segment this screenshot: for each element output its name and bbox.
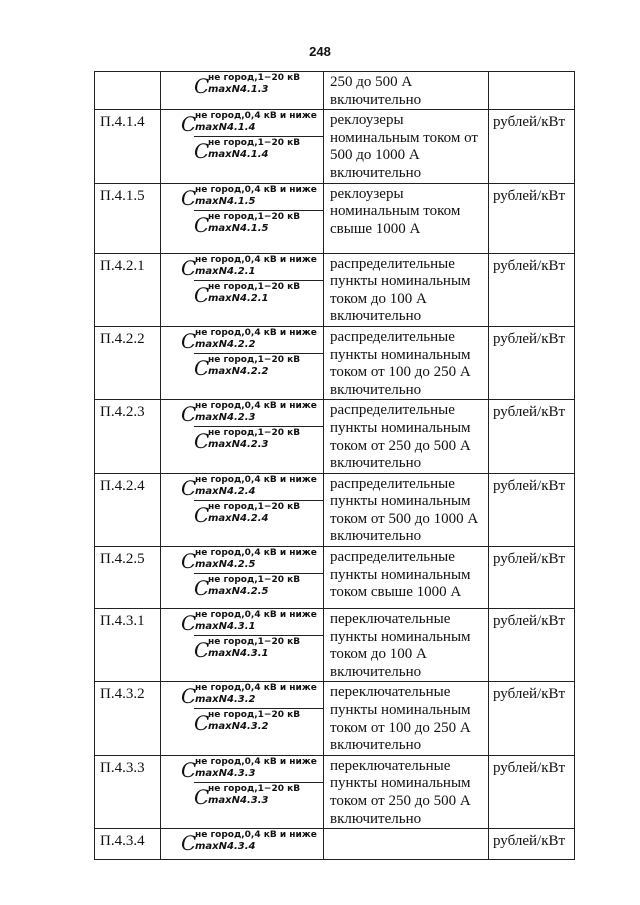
rate-formula (194, 426, 323, 453)
formula-symbol: C (181, 255, 197, 280)
formula-symbol: C (181, 328, 197, 353)
formula-superscript: не город,1−20 кВ (208, 783, 301, 794)
rate-formula (194, 353, 323, 380)
formula-superscript: не город,1−20 кВ (208, 138, 301, 149)
item-code: П.4.2.2 (95, 326, 161, 399)
formula-subscript: maxN4.3.4 (195, 841, 256, 853)
formula-subscript: maxN4.3.1 (195, 621, 256, 633)
table-row (95, 183, 575, 253)
rate-formula (181, 110, 323, 136)
item-code: П.4.3.3 (95, 755, 161, 828)
table-row (95, 682, 575, 755)
formula-symbol: C (181, 757, 197, 782)
formula-subscript: maxN4.2.3 (208, 439, 269, 451)
formula-subscript: maxN4.1.5 (208, 222, 269, 234)
item-code: П.4.3.4 (95, 829, 161, 860)
formula-superscript: не город,0,4 кВ и ниже (195, 111, 317, 122)
formula-subscript: maxN4.3.2 (195, 694, 256, 706)
formula-superscript: не город,1−20 кВ (208, 710, 301, 721)
item-description: переключательные пункты номинальным током до 100 А включительно (324, 609, 489, 682)
table-row (95, 829, 575, 860)
formula-symbol: C (181, 831, 197, 856)
table-row (95, 755, 575, 828)
item-code: П.4.3.1 (95, 609, 161, 682)
formula-symbol: C (181, 475, 197, 500)
item-description: распределительные пункты номинальным током до 100 А включительно (324, 253, 489, 326)
formula-subscript: maxN4.2.5 (208, 586, 269, 598)
rate-formula (181, 327, 323, 353)
formula-subscript: maxN4.3.2 (208, 721, 269, 733)
rate-formula (194, 500, 323, 527)
formula-symbol: C (194, 355, 210, 380)
formula-cell (161, 326, 324, 399)
formula-subscript: maxN4.2.1 (195, 265, 256, 277)
formula-cell (161, 547, 324, 609)
table-body (95, 72, 575, 860)
table-row (95, 473, 575, 546)
formula-symbol: C (194, 784, 210, 809)
formula-symbol: C (181, 549, 197, 574)
unit-of-measure: рублей/кВт (489, 609, 575, 682)
table-row (95, 72, 575, 110)
rate-formula (194, 72, 323, 98)
item-code: П.4.2.4 (95, 473, 161, 546)
formula-superscript: не город,1−20 кВ (208, 637, 301, 648)
formula-symbol: C (194, 502, 210, 527)
unit-of-measure: рублей/кВт (489, 682, 575, 755)
item-code: П.4.3.2 (95, 682, 161, 755)
formula-symbol: C (194, 576, 210, 601)
item-description: распределительные пункты номинальным током от 100 до 250 А включительно (324, 326, 489, 399)
formula-cell (161, 755, 324, 828)
formula-superscript: не город,1−20 кВ (208, 354, 301, 365)
rate-formula (181, 400, 323, 426)
formula-subscript: maxN4.3.1 (208, 648, 269, 660)
rate-formula (194, 210, 323, 237)
item-code: П.4.1.4 (95, 110, 161, 183)
formula-subscript: maxN4.2.2 (208, 365, 269, 377)
formula-symbol: C (194, 282, 210, 307)
formula-subscript: maxN4.2.4 (195, 485, 256, 497)
formula-superscript: не город,0,4 кВ и ниже (195, 756, 317, 767)
formula-superscript: не город,0,4 кВ и ниже (195, 184, 317, 195)
formula-symbol: C (194, 74, 210, 98)
unit-of-measure (489, 72, 575, 110)
formula-symbol: C (194, 429, 210, 454)
unit-of-measure: рублей/кВт (489, 183, 575, 253)
unit-of-measure: рублей/кВт (489, 755, 575, 828)
formula-subscript: maxN4.1.3 (208, 84, 269, 95)
table-row (95, 609, 575, 682)
rate-formula (181, 609, 323, 635)
formula-symbol: C (181, 402, 197, 427)
formula-subscript: maxN4.1.4 (208, 149, 269, 161)
formula-subscript: maxN4.2.4 (208, 512, 269, 524)
rate-formula (181, 254, 323, 280)
formula-symbol: C (181, 684, 197, 709)
rate-formula (181, 474, 323, 500)
item-description: распределительные пункты номинальным током от 500 до 1000 А включительно (324, 473, 489, 546)
rate-formula (194, 782, 323, 809)
page-number: 248 (309, 44, 331, 59)
table-row (95, 547, 575, 609)
item-description: переключательные пункты номинальным током от 100 до 250 А включительно (324, 682, 489, 755)
unit-of-measure: рублей/кВт (489, 473, 575, 546)
unit-of-measure: рублей/кВт (489, 400, 575, 473)
item-code: П.4.2.1 (95, 253, 161, 326)
formula-subscript: maxN4.2.1 (208, 292, 269, 304)
formula-symbol: C (181, 185, 197, 210)
rate-formula (194, 136, 323, 163)
table-row (95, 110, 575, 183)
formula-subscript: maxN4.3.3 (208, 794, 269, 806)
table-row (95, 326, 575, 399)
formula-superscript: не город,0,4 кВ и ниже (195, 548, 317, 559)
formula-superscript: не город,0,4 кВ и ниже (195, 474, 317, 485)
table-row (95, 400, 575, 473)
unit-of-measure: рублей/кВт (489, 547, 575, 609)
formula-superscript: не город,1−20 кВ (208, 281, 301, 292)
item-description: распределительные пункты номинальным током от 250 до 500 А включительно (324, 400, 489, 473)
formula-cell (161, 829, 324, 860)
formula-cell (161, 253, 324, 326)
formula-subscript: maxN4.3.3 (195, 767, 256, 779)
rate-formula (181, 756, 323, 782)
formula-superscript: не город,0,4 кВ и ниже (195, 254, 317, 265)
formula-symbol: C (194, 711, 210, 736)
formula-superscript: не город,1−20 кВ (208, 501, 301, 512)
table-row (95, 253, 575, 326)
formula-superscript: не город,1−20 кВ (208, 575, 301, 586)
tariff-table (94, 71, 575, 860)
formula-cell (161, 473, 324, 546)
unit-of-measure: рублей/кВт (489, 326, 575, 399)
item-description: распределительные пункты номинальным током свыше 1000 А (324, 547, 489, 609)
rate-formula (181, 547, 323, 573)
formula-cell (161, 183, 324, 253)
formula-superscript: не город,0,4 кВ и ниже (195, 610, 317, 621)
rate-formula (181, 184, 323, 210)
item-code (95, 72, 161, 110)
rate-formula (194, 708, 323, 735)
formula-subscript: maxN4.2.3 (195, 412, 256, 424)
formula-superscript: не город,1−20 кВ (208, 211, 301, 222)
formula-superscript: не город,0,4 кВ и ниже (195, 401, 317, 412)
item-code: П.4.2.3 (95, 400, 161, 473)
item-description: переключательные пункты номинальным током от 250 до 500 А включительно (324, 755, 489, 828)
formula-superscript: не город,1−20 кВ (208, 428, 301, 439)
formula-superscript: не город,0,4 кВ и ниже (195, 683, 317, 694)
item-description: 250 до 500 А включительно (324, 72, 489, 110)
formula-subscript: maxN4.2.2 (195, 338, 256, 350)
rate-formula (194, 573, 323, 600)
formula-symbol: C (181, 112, 197, 137)
formula-subscript: maxN4.1.5 (195, 195, 256, 207)
formula-subscript: maxN4.1.4 (195, 122, 256, 134)
formula-symbol: C (194, 638, 210, 663)
formula-symbol: C (194, 139, 210, 164)
formula-symbol: C (194, 212, 210, 237)
unit-of-measure: рублей/кВт (489, 253, 575, 326)
rate-formula (181, 829, 323, 855)
formula-cell (161, 682, 324, 755)
formula-subscript: maxN4.2.5 (195, 559, 256, 571)
rate-formula (194, 635, 323, 662)
formula-symbol: C (181, 611, 197, 636)
item-description: реклоузеры номинальным током от 500 до 1000 А включительно (324, 110, 489, 183)
item-code: П.4.1.5 (95, 183, 161, 253)
item-code: П.4.2.5 (95, 547, 161, 609)
formula-cell (161, 400, 324, 473)
item-description (324, 829, 489, 860)
rate-formula (181, 682, 323, 708)
formula-superscript: не город,1−20 кВ (208, 73, 301, 83)
formula-cell (161, 110, 324, 183)
item-description: реклоузеры номинальным током свыше 1000 А (324, 183, 489, 253)
unit-of-measure: рублей/кВт (489, 110, 575, 183)
formula-cell (161, 72, 324, 110)
formula-superscript: не город,0,4 кВ и ниже (195, 830, 317, 841)
formula-superscript: не город,0,4 кВ и ниже (195, 327, 317, 338)
unit-of-measure: рублей/кВт (489, 829, 575, 860)
rate-formula (194, 280, 323, 307)
formula-cell (161, 609, 324, 682)
